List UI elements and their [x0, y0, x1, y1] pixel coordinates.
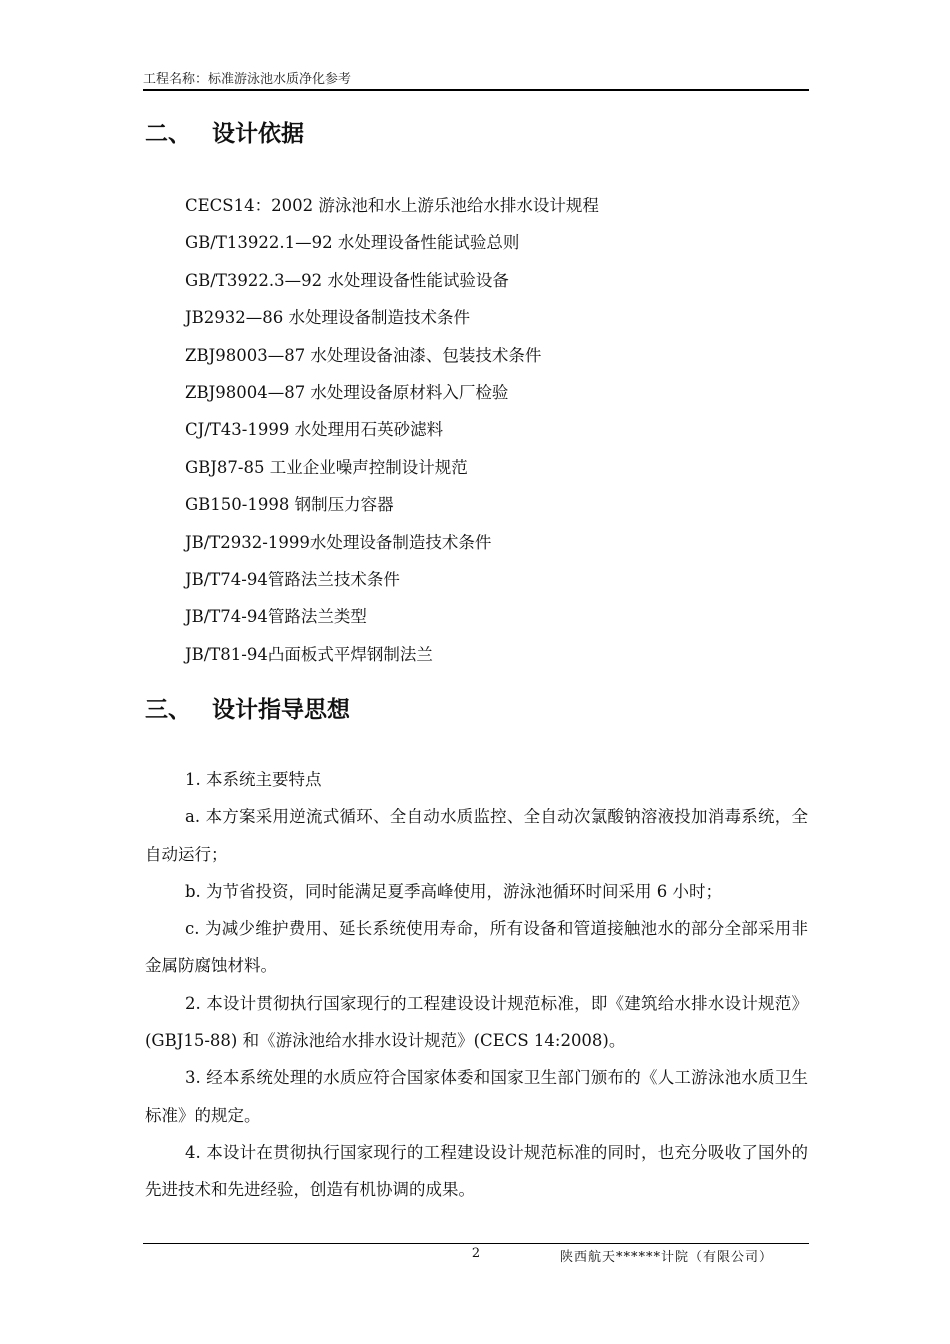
list-item: CECS14：2002 游泳池和水上游乐池给水排水设计规程 — [185, 196, 599, 215]
paragraph: b. 为节省投资，同时能满足夏季高峰使用，游泳池循环时间采用 6 小时； — [185, 881, 723, 901]
paragraph: a. 本方案采用逆流式循环、全自动水质监控、全自动次氯酸钠溶液投加消毒系统，全自动运行； — [145, 807, 808, 864]
list-item: JB/T81-94凸面板式平焊钢制法兰 — [185, 644, 433, 664]
list-item: GBJ87-85 工业企业噪声控制设计规范 — [185, 457, 468, 477]
footer-organization: 陕西航天******计院（有限公司） — [560, 1250, 774, 1265]
section-number: 三、 — [145, 697, 191, 723]
list-item: JB/T74-94管路法兰类型 — [185, 607, 367, 627]
section-title-design-guidance — [145, 695, 350, 725]
list-item: JB/T74-94管路法兰技术条件 — [185, 569, 400, 589]
paragraph: 3. 经本系统处理的水质应符合国家体委和国家卫生部门颁布的《人工游泳池水质卫生标准》的规定。 — [145, 1068, 808, 1125]
list-item: GB150-1998 钢制压力容器 — [185, 495, 394, 515]
paragraph: 4. 本设计在贯彻执行国家现行的工程建设设计规范标准的同时，也充分吸收了国外的先进技术和先进经验，创造有机协调的成果。 — [145, 1142, 808, 1200]
list-item: CJ/T43-1999 水处理用石英砂滤料 — [185, 420, 444, 440]
paragraph: 2. 本设计贯彻执行国家现行的工程建设设计规范标准，即《建筑给水排水设计规范》(GBJ15-88) 和《游泳池给水排水设计规范》(CECS 14:2008)。 — [145, 993, 808, 1051]
section-title-design-basis — [145, 119, 304, 149]
list-item: ZBJ98004—87 水处理设备原材料入厂检验 — [185, 382, 509, 402]
list-item: ZBJ98003—87 水处理设备油漆、包装技术条件 — [185, 345, 542, 365]
paragraph: 1. 本系统主要特点 — [185, 770, 322, 789]
page-header: 工程名称：标准游泳池水质净化参考 — [143, 72, 352, 87]
section-heading: 设计指导思想 — [212, 697, 350, 723]
list-item: JB/T2932-1999水处理设备制造技术条件 — [185, 532, 492, 552]
page-number: 2 — [471, 1246, 481, 1261]
header-rule — [143, 89, 809, 91]
paragraph: c. 为减少维护费用、延长系统使用寿命，所有设备和管道接触池水的部分全部采用非金属防腐蚀材料。 — [145, 919, 808, 976]
footer-rule — [143, 1243, 809, 1244]
section-number: 二、 — [145, 121, 191, 147]
list-item: JB2932—86 水处理设备制造技术条件 — [185, 308, 470, 328]
section-heading: 设计依据 — [212, 121, 304, 147]
list-item: GB/T13922.1—92 水处理设备性能试验总则 — [185, 233, 520, 253]
list-item: GB/T3922.3—92 水处理设备性能试验设备 — [185, 270, 509, 290]
body-text — [145, 761, 808, 1209]
reference-standards-list — [185, 187, 599, 673]
